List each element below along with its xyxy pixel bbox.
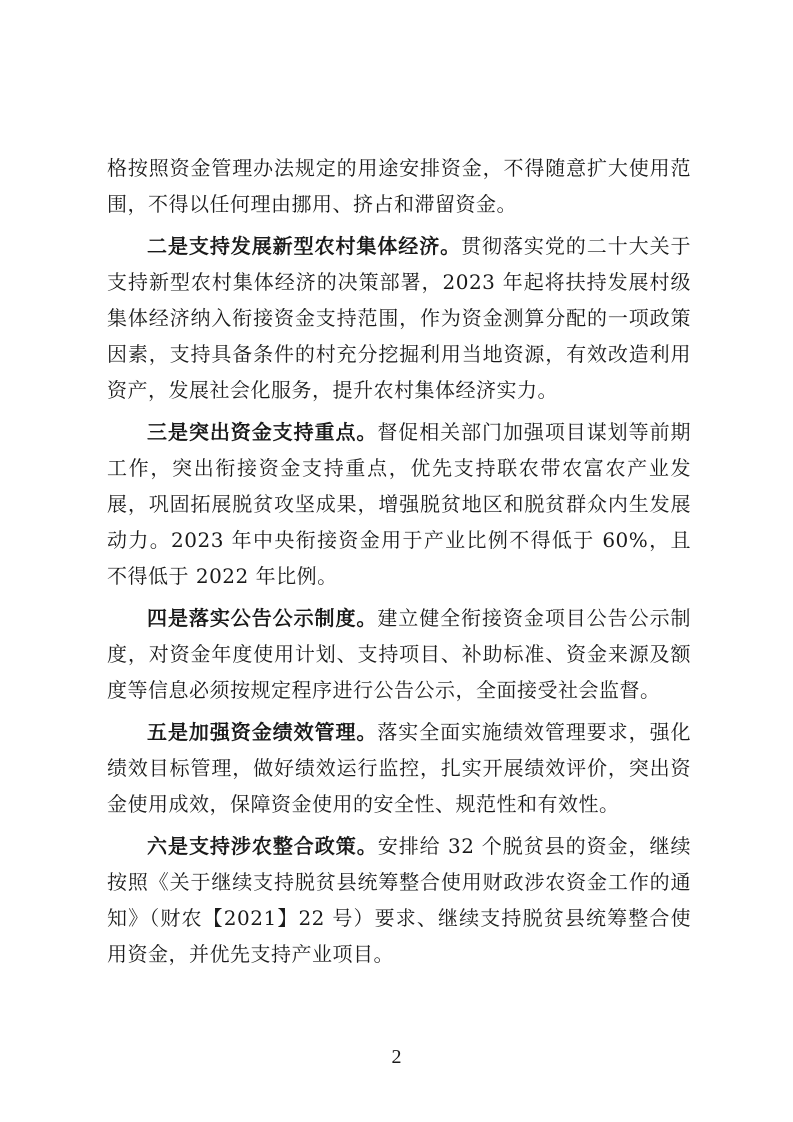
- paragraph-performance-management: [107, 714, 691, 822]
- paragraph-heading: 四是落实公告公示制度。: [147, 606, 378, 630]
- document-body: [107, 150, 691, 978]
- page-number: 2: [391, 1046, 402, 1068]
- paragraph-text: 督促相关部门加强项目谋划等前期工作，突出衔接资金支持重点，优先支持联农带农富农产业发展，巩固拓展脱贫攻坚成果，增强脱贫地区和脱贫群众内生发展动力。2023 年中央衔接资金用于产业比例不得低于 60%，且不得低于 2022 年比例。: [107, 420, 692, 588]
- paragraph-text: 安排给 32 个脱贫县的资金，继续按照《关于继续支持脱贫县统筹整合使用财政涉农资金工作的通知》（财农【2021】22 号）要求、继续支持脱贫县统筹整合使用资金，并优先支持产业项目。: [107, 834, 692, 966]
- paragraph-text: 贯彻落实党的二十大关于支持新型农村集体经济的决策部署，2023 年起将扶持发展村级集体经济纳入衔接资金支持范围，作为资金测算分配的一项政策因素，支持具备条件的村充分挖掘利用当地资源，有效改造利用资产，发展社会化服务，提升农村集体经济实力。: [107, 234, 692, 402]
- paragraph-text: 格按照资金管理办法规定的用途安排资金，不得随意扩大使用范围，不得以任何理由挪用、挤占和滞留资金。: [107, 156, 691, 216]
- paragraph-continuation: [107, 150, 691, 222]
- paragraph-heading: 三是突出资金支持重点。: [147, 420, 378, 444]
- paragraph-funding-priorities: [107, 414, 691, 594]
- paragraph-agricultural-integration: [107, 828, 691, 972]
- paragraph-heading: 六是支持涉农整合政策。: [147, 834, 378, 858]
- paragraph-rural-collective-economy: [107, 228, 691, 408]
- paragraph-text: 建立健全衔接资金项目公告公示制度，对资金年度使用计划、支持项目、补助标准、资金来源及额度等信息必须按规定程序进行公告公示，全面接受社会监督。: [107, 606, 692, 702]
- paragraph-public-notice: [107, 600, 691, 708]
- paragraph-heading: 二是支持发展新型农村集体经济。: [147, 234, 462, 258]
- paragraph-heading: 五是加强资金绩效管理。: [147, 720, 378, 744]
- paragraph-text: 落实全面实施绩效管理要求，强化绩效目标管理，做好绩效运行监控，扎实开展绩效评价，突出资金使用成效，保障资金使用的安全性、规范性和有效性。: [107, 720, 692, 816]
